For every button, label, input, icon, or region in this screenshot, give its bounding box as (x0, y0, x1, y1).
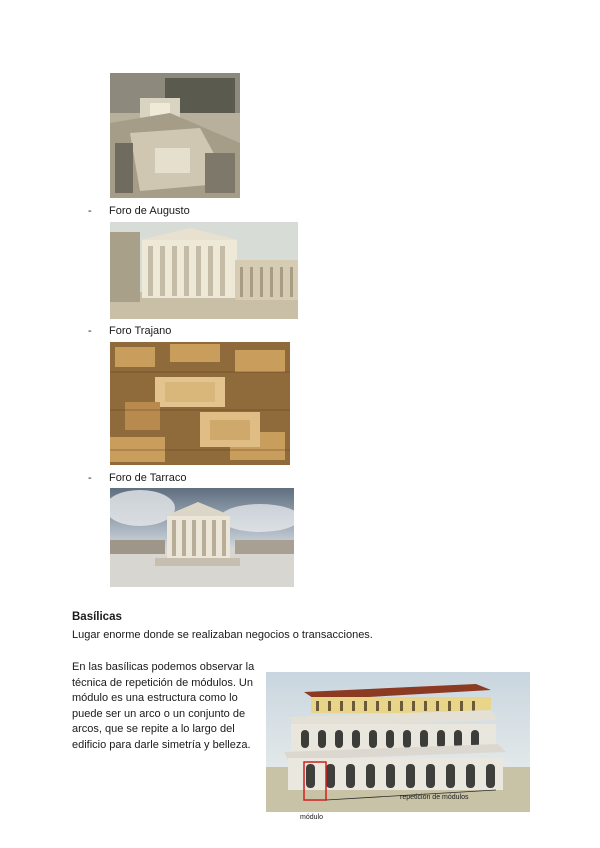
paragraph-line: módulo es una estructura como lo (72, 692, 238, 704)
basilica-module-diagram (266, 672, 530, 812)
foro-augusto-image (110, 222, 298, 319)
caption-foro-augusto: Foro de Augusto (109, 205, 190, 217)
paragraph-line: En las basílicas podemos observar la (72, 661, 255, 673)
paragraph-line: técnica de repetición de módulos. Un (72, 676, 253, 689)
foro-tarraco-image (110, 488, 294, 587)
paragraph-line: arcos, que se repite a lo largo del (72, 723, 235, 735)
section-heading-basilicas: Basílicas (72, 611, 122, 623)
paragraph-line: edificio para darle simetría y belleza. (72, 738, 251, 751)
paragraph-line: puede ser un arco o un conjunto de (72, 707, 246, 720)
foro-trajano-image (110, 342, 290, 465)
diagram-label-repeat: repetición de módulos (400, 794, 469, 801)
diagram-label-module: módulo (300, 814, 323, 821)
caption-foro-tarraco: Foro de Tarraco (109, 472, 187, 484)
bullet-dash: - (88, 325, 92, 337)
basilica-definition: Lugar enorme donde se realizaban negocios o transacciones. (72, 629, 373, 641)
caption-foro-trajano: Foro Trajano (109, 325, 172, 337)
forum-aerial-image (110, 73, 240, 198)
basilica-paragraph (72, 660, 257, 753)
bullet-dash: - (88, 472, 92, 484)
bullet-dash: - (88, 205, 92, 217)
